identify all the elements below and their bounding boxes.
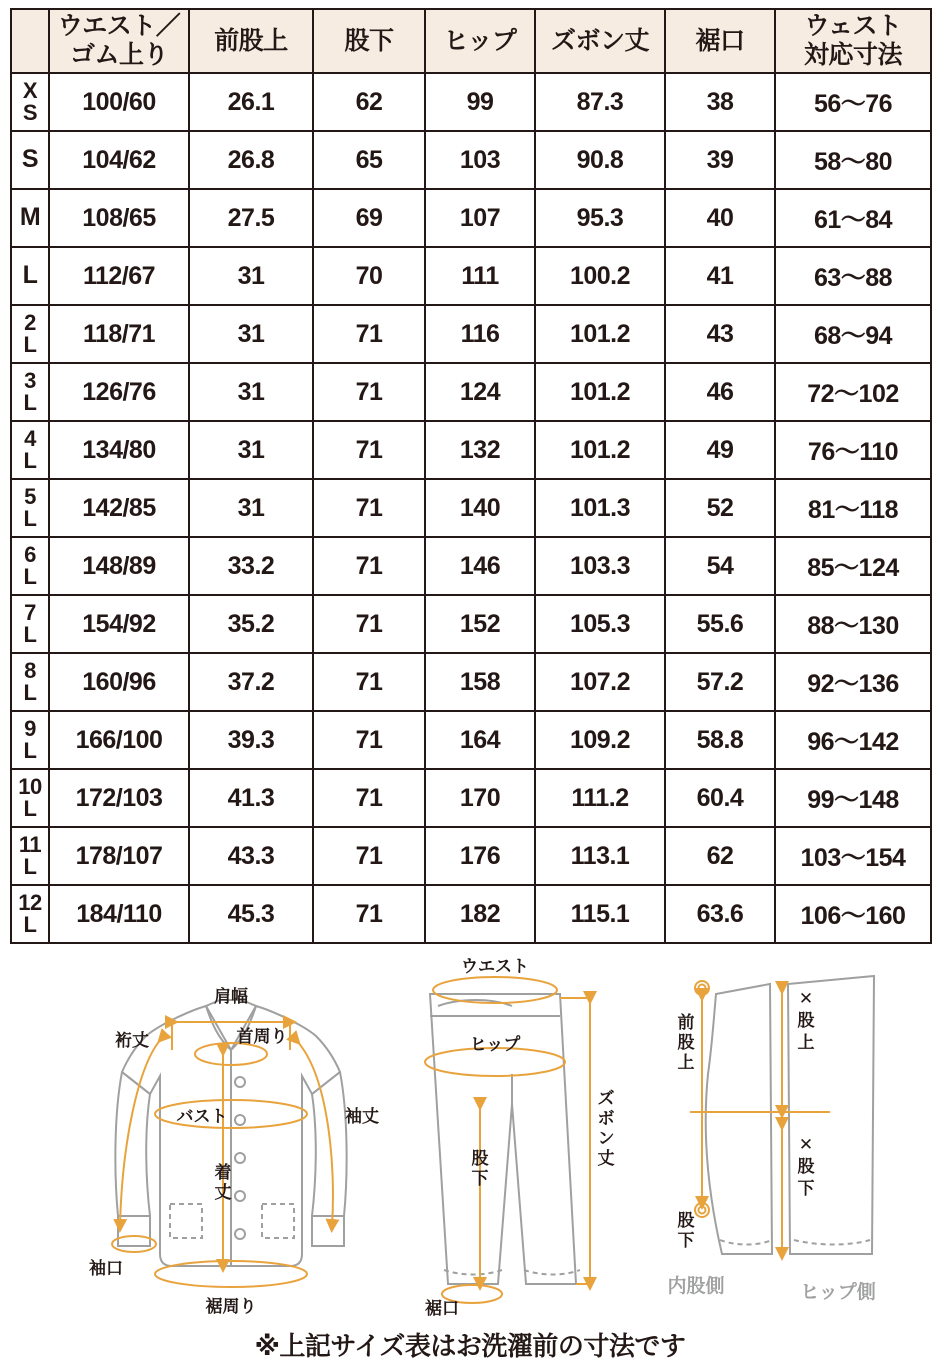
svg-text:上: 上 [797,1033,815,1052]
table-row [11,363,931,421]
cell-hem: 58.8 [665,711,775,769]
size-label: X S [11,73,49,131]
svg-text:ヒップ: ヒップ [469,1035,521,1054]
size-label: 6 L [11,537,49,595]
cell-fit: 85〜124 [775,537,931,595]
cell-waist: 148/89 [49,537,189,595]
svg-text:ボ: ボ [597,1109,615,1128]
svg-text:✕: ✕ [798,989,814,1008]
cell-inseam: 71 [313,363,425,421]
table-row [11,73,931,131]
cell-fit: 103〜154 [775,827,931,885]
table-row [11,479,931,537]
size-label: M [11,189,49,247]
cell-hip: 158 [425,653,535,711]
size-label: 3 L [11,363,49,421]
cell-hip: 182 [425,885,535,943]
header-corner [11,9,49,73]
cell-length: 90.8 [535,131,665,189]
cell-length: 107.2 [535,653,665,711]
svg-text:着: 着 [214,1163,232,1182]
header-waist-line1: ウエスト／ [57,12,181,41]
svg-text:肩幅: 肩幅 [214,987,248,1006]
cell-rise: 33.2 [189,537,313,595]
cell-rise: 45.3 [189,885,313,943]
cell-inseam: 71 [313,479,425,537]
cell-rise: 43.3 [189,827,313,885]
table-row [11,885,931,943]
svg-text:股: 股 [797,1011,815,1030]
table-body [11,73,931,943]
cell-rise: 31 [189,421,313,479]
cell-waist: 126/76 [49,363,189,421]
header-waist-fit [775,9,931,73]
pants-diagram [424,957,615,1318]
size-label: 7 L [11,595,49,653]
cell-hem: 63.6 [665,885,775,943]
cell-rise: 26.1 [189,73,313,131]
svg-text:下: 下 [471,1169,489,1188]
cell-length: 115.1 [535,885,665,943]
header-front-rise: 前股上 [189,9,313,73]
svg-text:袖口: 袖口 [89,1259,123,1278]
size-label: 5 L [11,479,49,537]
header-hip: ヒップ [425,9,535,73]
size-label: 4 L [11,421,49,479]
cell-hem: 49 [665,421,775,479]
cell-waist: 100/60 [49,73,189,131]
cell-hem: 54 [665,537,775,595]
table-row [11,595,931,653]
size-label: L [11,247,49,305]
cell-inseam: 71 [313,827,425,885]
cell-hem: 46 [665,363,775,421]
cell-inseam: 71 [313,769,425,827]
cell-hem: 57.2 [665,653,775,711]
size-label: 10 L [11,769,49,827]
cell-hip: 107 [425,189,535,247]
cell-rise: 41.3 [189,769,313,827]
svg-text:ズ: ズ [597,1089,615,1108]
cell-length: 105.3 [535,595,665,653]
table-row [11,537,931,595]
table-header-row [11,9,931,73]
cell-hip: 103 [425,131,535,189]
size-table [10,8,932,944]
cell-hip: 164 [425,711,535,769]
svg-text:丈: 丈 [214,1183,232,1202]
size-label: 8 L [11,653,49,711]
jacket-diagram [89,986,379,1316]
cell-length: 101.2 [535,305,665,363]
cell-inseam: 62 [313,73,425,131]
table-row [11,189,931,247]
cell-rise: 39.3 [189,711,313,769]
cell-length: 87.3 [535,73,665,131]
svg-text:前: 前 [677,1013,695,1032]
cell-waist: 118/71 [49,305,189,363]
cell-hip: 124 [425,363,535,421]
svg-text:下: 下 [797,1179,815,1198]
cell-hem: 38 [665,73,775,131]
size-label: 9 L [11,711,49,769]
cell-waist: 142/85 [49,479,189,537]
cell-inseam: 71 [313,305,425,363]
cell-hip: 132 [425,421,535,479]
table-row [11,653,931,711]
cell-inseam: 71 [313,595,425,653]
cell-length: 113.1 [535,827,665,885]
cell-fit: 72〜102 [775,363,931,421]
cell-hem: 43 [665,305,775,363]
svg-text:上: 上 [677,1053,695,1072]
cell-hem: 55.6 [665,595,775,653]
svg-text:ウエスト: ウエスト [461,957,529,976]
size-label: S [11,131,49,189]
cell-length: 101.3 [535,479,665,537]
svg-text:裾周り: 裾周り [205,1297,257,1316]
cell-hem: 52 [665,479,775,537]
cell-hip: 170 [425,769,535,827]
size-label: 12 L [11,885,49,943]
cell-inseam: 65 [313,131,425,189]
svg-text:裄丈: 裄丈 [115,1031,149,1050]
svg-text:バスト: バスト [176,1107,228,1126]
table-header [11,9,931,73]
rise-diagram [667,976,875,1303]
svg-text:丈: 丈 [597,1149,615,1168]
cell-length: 103.3 [535,537,665,595]
cell-inseam: 71 [313,421,425,479]
header-waist [49,9,189,73]
size-label: 2 L [11,305,49,363]
cell-hip: 140 [425,479,535,537]
cell-hip: 99 [425,73,535,131]
table-row [11,769,931,827]
table-row [11,305,931,363]
cell-waist: 134/80 [49,421,189,479]
svg-text:下: 下 [677,1231,695,1250]
header-waist-line2: ゴム上り [69,41,168,69]
cell-fit: 81〜118 [775,479,931,537]
cell-fit: 106〜160 [775,885,931,943]
cell-inseam: 71 [313,711,425,769]
svg-text:ン: ン [597,1129,615,1148]
cell-rise: 35.2 [189,595,313,653]
svg-text:首周り: 首周り [236,1027,288,1046]
cell-hip: 146 [425,537,535,595]
cell-waist: 108/65 [49,189,189,247]
svg-text:✕: ✕ [798,1135,814,1154]
cell-length: 111.2 [535,769,665,827]
cell-hem: 41 [665,247,775,305]
table-row [11,827,931,885]
table-row [11,131,931,189]
svg-text:袖丈: 袖丈 [345,1107,379,1126]
svg-text:裾口: 裾口 [425,1299,459,1318]
svg-text:股: 股 [797,1157,815,1176]
cell-rise: 26.8 [189,131,313,189]
table-row [11,421,931,479]
cell-inseam: 71 [313,653,425,711]
cell-fit: 68〜94 [775,305,931,363]
cell-fit: 56〜76 [775,73,931,131]
cell-length: 101.2 [535,363,665,421]
cell-hem: 39 [665,131,775,189]
cell-inseam: 69 [313,189,425,247]
cell-fit: 96〜142 [775,711,931,769]
header-pants-length: ズボン丈 [535,9,665,73]
cell-hip: 152 [425,595,535,653]
cell-hip: 111 [425,247,535,305]
table-row [11,711,931,769]
cell-hem: 40 [665,189,775,247]
cell-waist: 104/62 [49,131,189,189]
cell-rise: 31 [189,479,313,537]
header-hem-opening: 裾口 [665,9,775,73]
svg-text:股: 股 [471,1149,489,1168]
svg-text:ヒップ側: ヒップ側 [800,1282,876,1303]
cell-waist: 160/96 [49,653,189,711]
header-fit-line2: 対応寸法 [803,41,902,69]
cell-fit: 88〜130 [775,595,931,653]
cell-rise: 31 [189,363,313,421]
svg-text:股: 股 [677,1211,695,1230]
cell-inseam: 71 [313,885,425,943]
cell-hip: 176 [425,827,535,885]
svg-text:股: 股 [677,1033,695,1052]
cell-fit: 58〜80 [775,131,931,189]
svg-text:内股側: 内股側 [667,1276,725,1297]
cell-rise: 31 [189,247,313,305]
header-fit-line1: ウェスト [804,12,902,41]
cell-length: 101.2 [535,421,665,479]
header-inseam: 股下 [313,9,425,73]
cell-fit: 92〜136 [775,653,931,711]
cell-inseam: 70 [313,247,425,305]
cell-hem: 60.4 [665,769,775,827]
cell-rise: 31 [189,305,313,363]
cell-waist: 154/92 [49,595,189,653]
cell-hem: 62 [665,827,775,885]
cell-inseam: 71 [313,537,425,595]
cell-length: 100.2 [535,247,665,305]
cell-rise: 27.5 [189,189,313,247]
cell-fit: 61〜84 [775,189,931,247]
cell-waist: 166/100 [49,711,189,769]
cell-waist: 172/103 [49,769,189,827]
cell-fit: 99〜148 [775,769,931,827]
table-row [11,247,931,305]
cell-waist: 184/110 [49,885,189,943]
cell-waist: 178/107 [49,827,189,885]
footnote: ※上記サイズ表はお洗濯前の寸法です [254,1331,686,1361]
cell-length: 95.3 [535,189,665,247]
size-label: 11 L [11,827,49,885]
cell-fit: 76〜110 [775,421,931,479]
cell-rise: 37.2 [189,653,313,711]
cell-fit: 63〜88 [775,247,931,305]
cell-length: 109.2 [535,711,665,769]
cell-hip: 116 [425,305,535,363]
cell-waist: 112/67 [49,247,189,305]
measurement-diagrams [10,954,930,1324]
